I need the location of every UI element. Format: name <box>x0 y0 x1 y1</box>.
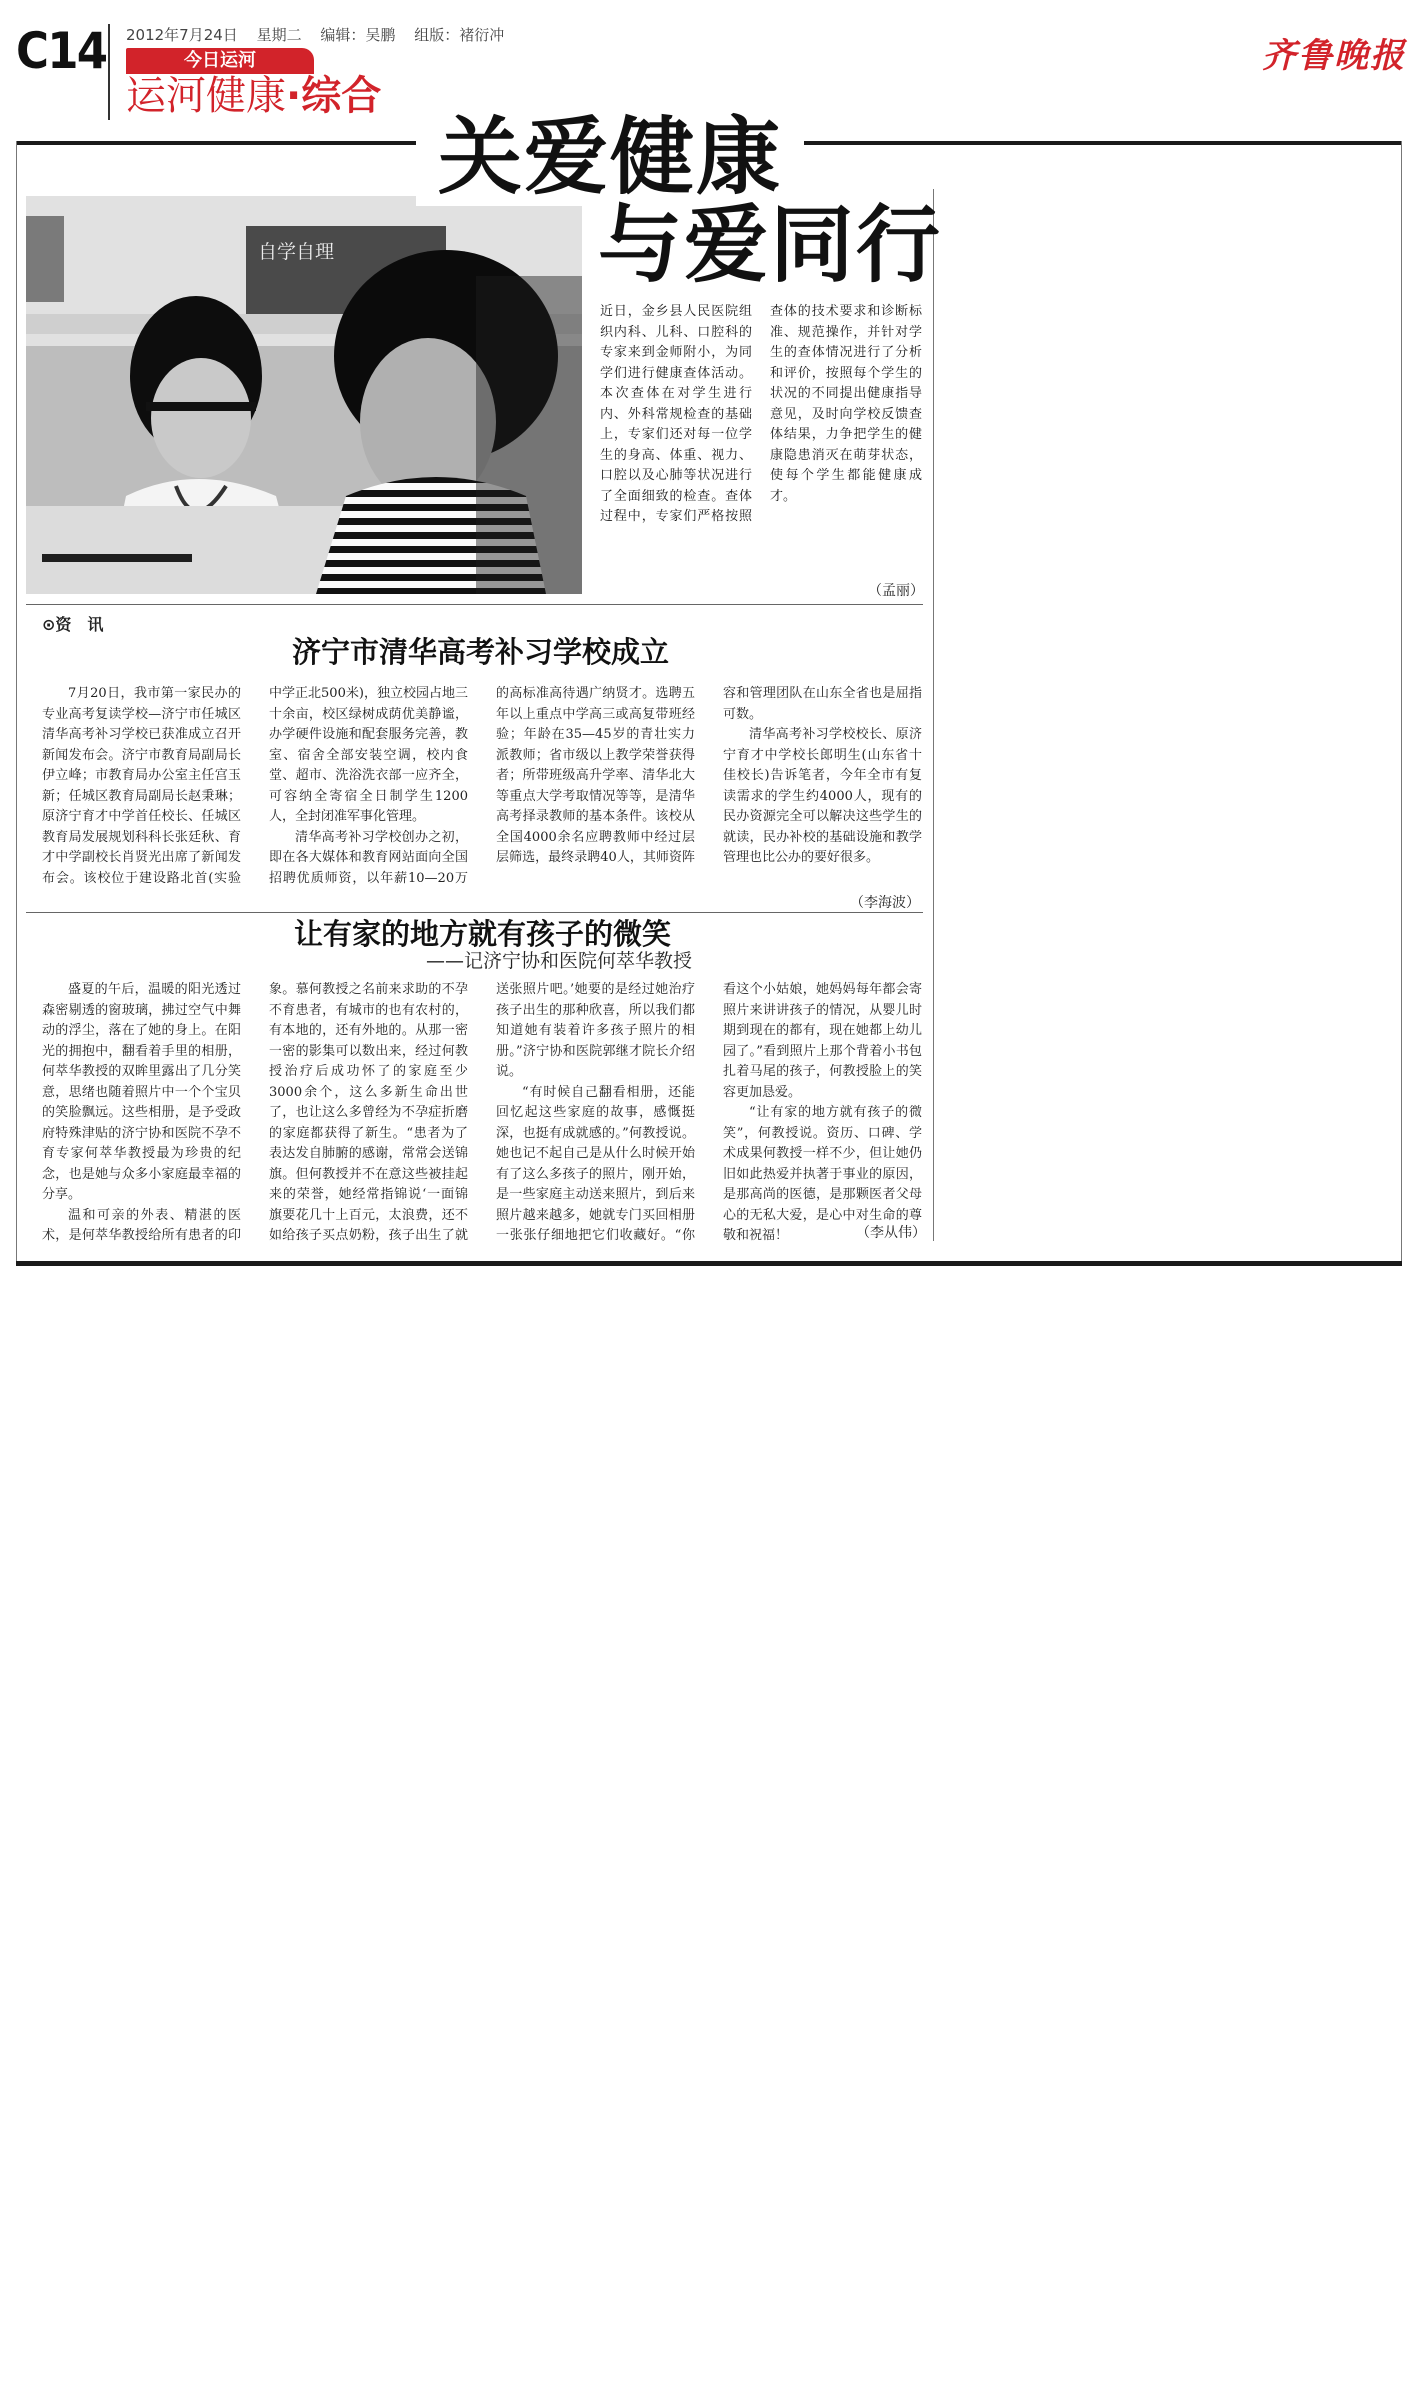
article2-paragraph: “有时候自己翻看相册，还能回忆起这些家庭的故事，感慨挺深，也挺有成就感的。”何教授说。她也记不起自己是从什么时候开始有了这么多孩子的照片，刚开始，是一些家庭主动送来照片，到后来照片越来越多，她就专门买回相册一张张仔细地把它们收藏好。“你看这个小姑娘，她妈妈每年都会寄照片来讲讲孩子的情况，从婴儿时期到现在的都有，现在她都上幼儿园了。”看到照片上那个背着小书包扎着马尾的孩子，何教授脸上的笑容更加恳爱。 <box>496 982 922 1243</box>
photo-wall-text: 自学自理 <box>258 241 335 263</box>
issue-date: 2012年7月24日 <box>126 26 238 44</box>
news-column-label: ⊙资 讯 <box>42 615 104 634</box>
article2-subtitle: ——记济宁协和医院何萃华教授 <box>426 950 693 972</box>
article2-paragraph: 盛夏的午后，温暖的阳光透过森密剔透的窗玻璃，拂过空气中舞动的浮尘，落在了她的身上。在阳光的拥抱中，翻看着手里的相册，何萃华教授的双眸里露出了几分笑意，思绪也随着照片中一个个宝贝的笑脸飘远。这些相册，是予受政府特殊津贴的济宁协和医院不孕不育专家何萃华教授最为珍贵的纪念，也是她与众多小家庭最幸福的分享。 <box>42 982 241 1202</box>
article2-paragraph: 温和可亲的外表、精湛的医术，是何萃华教授给所有患者的印象。慕何教授之名前来求助的不孕不育患者，有城市的也有农村的，有本地的，还有外地的。从那一密一密的影集可以数出来，经过何教授治疗后成功怀了的家庭至少3000余个，这么多新生命出世了，也让这么多曾经为不孕症折磨的家庭都获得了新生。“患者为了表达发自肺腑的感谢，常常会送锦旗。但何教授并不在意这些被挂起来的荣誉，她经常指锦说‘一面锦旗要花几十上百元，太浪费，还不如给孩子买点奶粉，孩子出生了就送张照片吧。’她要的是经过她治疗孩子出生的那种欣喜，所以我们都知道她有装着许多孩子照片的相册。”济宁协和医院郭继才院长介绍说。 <box>42 982 695 1243</box>
page-number: C14 <box>16 22 107 80</box>
section-tag: 今日运河 <box>126 48 314 74</box>
issue-editor: 编辑：吴鹏 <box>320 26 396 44</box>
feature-byline: （孟丽） <box>868 583 924 599</box>
newspaper-logo: 齐鲁晚报 <box>1262 36 1406 76</box>
header-divider <box>108 24 110 120</box>
feature-headline-line2: 与爱同行 <box>598 196 943 294</box>
article2-body <box>42 980 922 1248</box>
article2-paragraph: “让有家的地方就有孩子的微笑”，何教授说。资历、口碑、学术成果何教授一样不少，但让她仍旧如此热爱并执著于事业的原因，是那高尚的医德，是那颗医者父母心的无私大爱，是心中对生命的尊敬和祝福！ <box>723 1105 922 1243</box>
article2-byline: （李从伟） <box>850 1222 926 1242</box>
feature-headline-line1: 关爱健康 <box>416 108 804 206</box>
frame-right <box>1401 141 1402 1261</box>
feature-divider <box>26 604 923 605</box>
article1-divider <box>26 912 923 913</box>
frame-left <box>16 141 17 1261</box>
news-photo <box>26 196 582 594</box>
article1-title: 济宁市清华高考补习学校成立 <box>292 635 670 669</box>
bottom-rule <box>16 1261 1402 1266</box>
article1-byline: （李海波） <box>850 895 920 911</box>
article2-title: 让有家的地方就有孩子的微笑 <box>294 917 672 951</box>
section-title-main: 运河健康 <box>126 73 286 119</box>
article1-paragraph: 清华高考补习学校创办之初，即在各大媒体和教育网站面向全国招聘优质师资，以年薪10—20万的高标准高待遇广纳贤才。选聘五年以上重点中学高三或高复带班经验；年龄在35—45岁的青壮实力派教师；省市级以上教学荣誉获得者；所带班级高升学率、清华北大等重点大学考取情况等等，是清华高考择录教师的基本条件。该校从全国4000余名应聘教师中经过层层筛选，最终录聘40人，其师资阵容和管理团队在山东全省也是屈指可数。 <box>269 686 922 886</box>
section-title-sub: ·综合 <box>286 73 382 119</box>
issue-weekday: 星期二 <box>256 26 302 44</box>
section-title <box>126 73 382 119</box>
article1-body <box>42 684 922 890</box>
article1-paragraph: 清华高考补习学校校长、原济宁育才中学校长郎明生(山东省十佳校长)告诉笔者，今年全市有复读需求的学生约4000人，现有的民办资源完全可以解决这些学生的就读，民办补校的基础设施和教学管理也比公办的要好很多。 <box>723 727 922 865</box>
article1-paragraph: 7月20日，我市第一家民办的专业高考复读学校—济宁市任城区清华高考补习学校已获准成立召开新闻发布会。济宁市教育局副局长伊立峰；市教育局办公室主任宫玉新；任城区教育局副局长赵秉琳；原济宁育才中学首任校长、任城区教育局发展规划科科长张廷秋、育才中学副校长肖贤光出席了新闻发布会。该校位于建设路北首(实验中学正北500米)，独立校园占地三十余亩，校区绿树成荫优美静谧，办学硬件设施和配套服务完善，教室、宿舍全部安装空调，校内食堂、超市、洗浴洗衣部一应齐全，可容纳全寄宿全日制学生1200人，全封闭准军事化管理。 <box>42 686 468 886</box>
issue-meta <box>126 24 518 45</box>
issue-layout: 组版：褚衍冲 <box>414 26 505 44</box>
column-separator <box>933 189 934 1241</box>
feature-intro: 近日，金乡县人民医院组织内科、儿科、口腔科的专家来到金师附小，为同学们进行健康查体活动。本次查体在对学生进行内、外科常规检查的基础上，专家们还对每一位学生的身高、体重、视力、口腔以及心肺等状况进行了全面细致的检查。查体过程中，专家们严格按照查体的技术要求和诊断标准、规范操作，并针对学生的查体情况进行了分析和评价，按照每个学生的状况的不同提出健康指导意见，及时向学校反馈查体结果，力争把学生的健康隐患消灭在萌芽状态，使每个学生都能健康成才。 <box>600 304 922 524</box>
